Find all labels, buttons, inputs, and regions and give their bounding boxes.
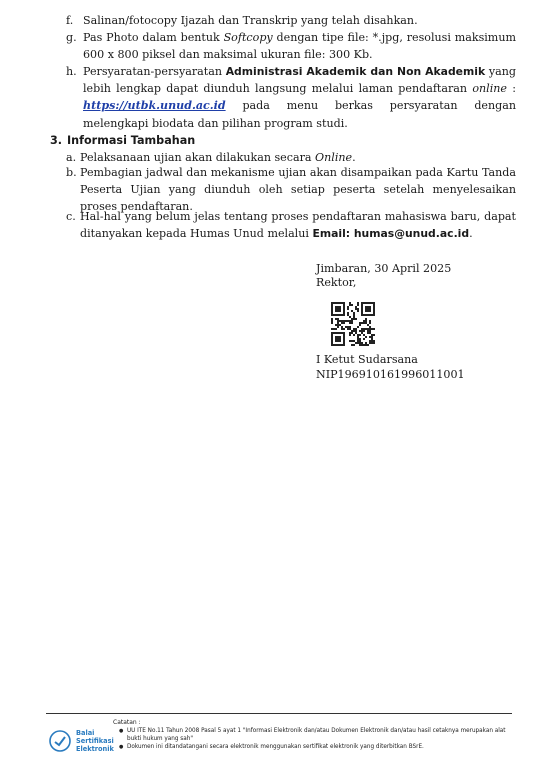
item-label: g.	[66, 31, 77, 44]
email-text: Email: humas@unud.ac.id	[312, 227, 470, 241]
requirement-item-f	[50, 12, 516, 29]
item-text	[80, 208, 516, 242]
text-fragment: .	[469, 227, 473, 241]
bsre-logo	[49, 726, 119, 758]
item-text	[83, 63, 516, 132]
footer-note: ● UU ITE No.11 Tahun 2008 Pasal 5 ayat 1 "Informasi Elektronik dan/atau Dokumen Elektronik dan/atau hasil cetaknya merupakan alat bukti hukum yang sah"	[117, 728, 517, 744]
text-fragment: Pelaksanaan ujian akan dilakukan secara	[80, 151, 316, 164]
footer-notes	[117, 728, 517, 751]
item-text	[83, 29, 516, 63]
signatory-nip: NIP196910161996011001	[316, 368, 465, 381]
italic-text: Online	[315, 151, 353, 164]
text-fragment: dengan tipe file: *.jpg, resolusi maksimum 600 x 800 piksel dan maksimal ukuran file: 300 Kb.	[83, 31, 516, 62]
bsre-logo-text	[76, 729, 114, 754]
item-label: b.	[66, 166, 77, 179]
footer-divider	[46, 713, 512, 714]
signature-place-date: Jimbaran, 30 April 2025	[316, 262, 452, 275]
item-label: a.	[66, 151, 77, 164]
requirement-item-g	[50, 29, 516, 63]
item-text: Pembagian jadwal dan mekanisme ujian akan disampaikan pada Kartu Tanda Peserta Ujian yang diunduh oleh setiap peserta setelah menyelesaikan proses pendaftaran.	[80, 166, 516, 214]
item-text: Salinan/fotocopy Ijazah dan Transkrip yang telah disahkan.	[83, 14, 418, 27]
signatory-name: I Ketut Sudarsana	[316, 353, 418, 366]
text-fragment: :	[506, 82, 517, 96]
text-fragment: Persyaratan-persyaratan	[83, 65, 226, 78]
info-item-c	[50, 208, 516, 242]
italic-text: online	[472, 82, 507, 96]
bold-text: Administrasi Akademik dan Non Akademik	[225, 65, 486, 78]
italic-text: Softcopy	[223, 31, 273, 44]
text-fragment: Pas Photo dalam bentuk	[83, 31, 224, 44]
section-heading	[50, 134, 195, 147]
logo-line: Elektronik	[76, 745, 114, 754]
footer-note: ● Dokumen ini ditandatangani secara elektronik menggunakan sertifikat elektronik yang diterbitkan BSrE.	[117, 744, 517, 752]
item-label: c.	[66, 210, 76, 223]
text-fragment: Hal-hal yang belum jelas tentang proses pendaftaran mahasiswa baru, dapat ditanyakan kepada Humas Unud melalui	[80, 210, 516, 241]
section-title: Informasi Tambahan	[67, 134, 196, 147]
qr-code-icon	[331, 302, 375, 346]
footer-note-heading: Catatan :	[113, 719, 141, 726]
item-label: f.	[66, 14, 74, 27]
text-fragment: .	[352, 151, 356, 164]
requirement-item-h	[50, 63, 516, 132]
item-label: h.	[66, 65, 77, 78]
section-number: 3.	[50, 134, 63, 147]
text-fragment: yang lebih lengkap dapat diunduh langsung melalui laman pendaftaran	[83, 65, 516, 96]
signature-position: Rektor,	[316, 276, 357, 289]
text-fragment: pada menu berkas persyaratan dengan melengkapi biodata dan pilihan program studi.	[83, 99, 516, 130]
logo-line: Balai	[76, 729, 95, 737]
registration-link[interactable]: https://utbk.unud.ac.id	[83, 99, 226, 113]
logo-line: Sertifikasi	[76, 737, 114, 746]
bsre-emblem-icon	[49, 730, 71, 752]
